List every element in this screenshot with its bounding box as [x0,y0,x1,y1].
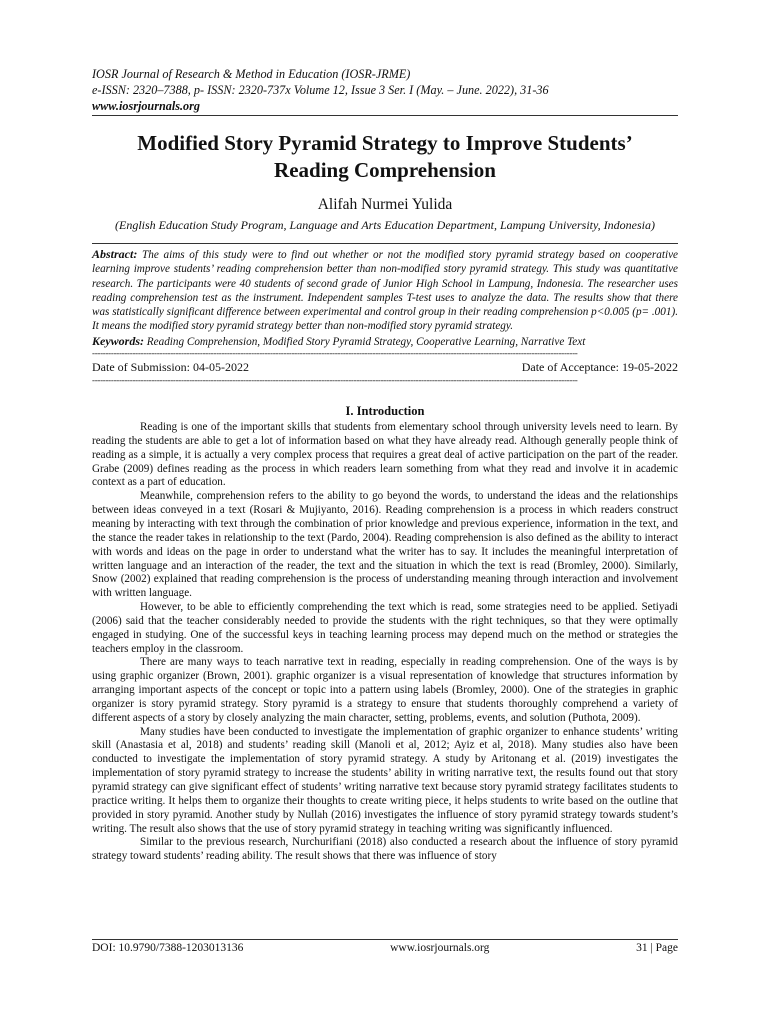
separator-bottom: ------------------------------------------------------------------------------------------------------------------------------------------------------------------------------------ [92,376,578,386]
journal-name: IOSR Journal of Research & Method in Education (IOSR-JRME) [92,67,411,81]
footer-doi: DOI: 10.9790/7388-1203013136 [92,942,244,954]
section-heading: I. Introduction [345,404,425,419]
author-affiliation: (English Education Study Program, Language and Arts Education Department, Lampung University, Indonesia) [115,218,655,232]
author-name: Alifah Nurmei Yulida [317,196,453,213]
keywords-label: Keywords: [92,333,144,348]
acceptance-date: Date of Acceptance: 19-05-2022 [521,360,678,375]
keywords-text: Reading Comprehension, Modified Story Pyramid Strategy, Cooperative Learning, Narrative Text [146,335,586,348]
paragraph: Similar to the previous research, Nurchurifiani (2018) also conducted a research about the influence of story pyramid strategy toward students’ reading ability. The result shows that there was influence of story [92,836,678,863]
page-footer [92,939,678,956]
footer-website[interactable]: www.iosrjournals.org [390,942,490,954]
title-line-1: Modified Story Pyramid Strategy to Improve Students’ [137,131,633,155]
abstract-top-rule [92,243,678,244]
abstract-label: Abstract: [92,247,138,261]
paragraph: There are many ways to teach narrative text in reading, especially in reading comprehension. One of the ways is by using graphic organizer (Brown, 2001). graphic organizer is a visual representation of knowledge that structures information by arranging important aspects of the concept or topic into a pattern using labels (Bromley, 2000). One of the strategies in graphic organizer is story pyramid strategy. Story pyramid is a strategy to ensure that students thoroughly comprehend a variety of different aspects of a story by closely analyzing the main character, setting, problems, events, and solution (Puthota, 2009). [92,656,678,724]
paragraph: Many studies have been conducted to investigate the implementation of graphic organizer to enhance students’ writing skill (Anastasia et al, 2018) and students’ reading skill (Manoli et al, 2012; Ayiz et al, 2018). Many studies also have been conducted to investigate the implementation of story pyramid strategy. A study by Aritonang et al. (2019) investigates the implementation of story pyramid strategy to increase the students’ ability in writing narrative text, the results found out that story pyramid strategy can give significant effect of students’ writing narrative text because story pyramid strategy facilitates students to practice writing. It helps them to organize their thoughts to create writing piece, it helps students to write based on the outline that provided in story pyramid. Another study by Nullah (2016) investigates the influence of story pyramid strategy towards student’s writing. The result also shows that the use of story pyramid strategy in teaching writing was significantly influenced. [92,725,678,835]
paper-title [92,130,678,184]
footer-page-number: 31 | Page [636,942,678,954]
keywords [92,334,678,349]
separator-top: ------------------------------------------------------------------------------------------------------------------------------------------------------------------------------------ [92,349,578,359]
abstract-text: The aims of this study were to find out whether or not the modified story pyramid strategy based on cooperative learning improve students’ reading comprehension better than non-modified story pyramid strategy. This study was quantitative research. The participants were 40 students of second grade of Junior High School in Lampung, Indonesia. The researcher uses reading comprehension test as the instrument. Independent samples T-test uses to analyze the data. The results show that there was statistically significant difference between experimental and control group in their reading comprehension p<0.005 (p= .001). It means the modified story pyramid strategy better than non-modified story pyramid strategy. [92,249,678,333]
abstract [92,247,678,334]
title-line-2: Reading Comprehension [274,158,496,182]
section-body [92,421,678,864]
paper-page [92,66,678,966]
paragraph: However, to be able to efficiently comprehending the text which is read, some strategies need to be applied. Setiyadi (2006) said that the teacher considerably needed to provide the students with the right techniques, so that they were optimally engaged in studying. One of the successful keys in teaching learning process may depend much on the method or strategies the teachers employ in the classroom. [92,601,678,655]
paragraph: Reading is one of the important skills that students from elementary school through university levels need to learn. By reading the students are able to get a lot of information based on what they have already read. Although generally people think of reading as a simple, it is actually a very complex process that requires a great deal of active participation on the part of the reader. Grabe (2009) defines reading as the process in which readers learn something from what they read and involve it in academic context as a part of education. [92,421,678,489]
journal-website[interactable]: www.iosrjournals.org [92,99,200,113]
journal-issn: e-ISSN: 2320–7388, p- ISSN: 2320-737x Volume 12, Issue 3 Ser. I (May. – June. 2022), 31-36 [92,83,549,97]
dates-row [92,359,678,375]
journal-header [92,66,678,116]
paragraph: Meanwhile, comprehension refers to the ability to go beyond the words, to understand the ideas and the relationships between ideas conveyed in a text (Rosari & Mujiyanto, 2016). Reading comprehension is a process in which readers construct meaning by interacting with text through the combination of prior knowledge and previous experience, information in the text, and the stance the reader takes in relationship to the text (Pardo, 2004). Reading comprehension is also defined as the ability to interact with words and ideas on the page in order to understand what the writer has to say. It includes the meaningful interpretation of written language and an interaction of the reader, the text and the situation in which the text is read (Bromley, 2000). Similarly, Snow (2002) explained that reading comprehension is the process of understanding meaning through interaction and involvement with written language. [92,490,678,600]
submission-date: Date of Submission: 04-05-2022 [92,360,249,375]
